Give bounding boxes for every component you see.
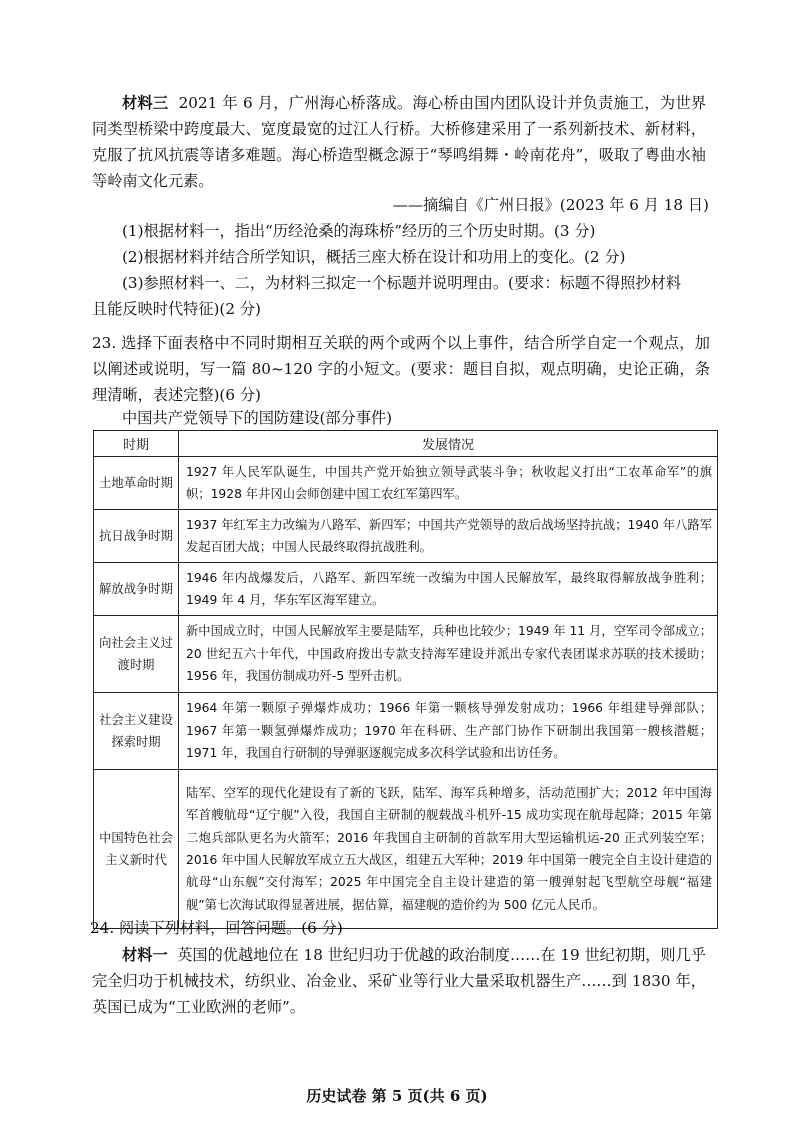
question-22-2: (2)根据材料并结合所学知识，概括三座大桥在设计和功用上的变化。(2 分) [122,248,626,266]
question-23-prompt: 23. 选择下面表格中不同时期相互关联的两个或两个以上事件，结合所学自定一个观点，加以阐述或说明，写一篇 80~120 字的小短文。(要求：题目自拟，观点明确，史论正确，条理清晰，表述完整)(6 分) [92,334,710,404]
material-1-paragraph [92,942,706,1020]
table-caption: 中国共产党领导下的国防建设(部分事件) [122,409,393,427]
row-detail: 1946 年内战爆发后，八路军、新四军统一改编为中国人民解放军，最终取得解放战争胜利；1949 年 4 月，华东军区海军建立。 [179,563,718,616]
table-row [94,693,718,770]
material-3-source: ——摘编自《广州日报》(2023 年 6 月 18 日) [392,196,709,214]
table-row [94,770,718,929]
material-3-text: 2021 年 6 月，广州海心桥落成。海心桥由国内团队设计并负责施工，为世界同类型桥梁中跨度最大、宽度最宽的过江人行桥。大桥修建采用了一系列新技术、新材料，克服了抗风抗震等诸多难题。海心桥造型概念源于“琴鸣绢舞・岭南花舟”，吸取了粤曲水袖等岭南文化元素。 [92,94,707,190]
table-row [94,510,718,563]
row-detail: 1927 年人民军队诞生，中国共产党开始独立领导武装斗争；秋收起义打出“工农革命军”的旗帜；1928 年井冈山会师创建中国工农红军第四军。 [179,457,718,510]
table-header-row [94,431,718,457]
table-row [94,457,718,510]
row-period: 社会主义建设探索时期 [94,693,179,770]
table-row [94,563,718,616]
material-3-lead: 材料三 [122,94,169,112]
page-footer: 历史试卷 第 5 页(共 6 页) [306,1087,488,1105]
question-22-3-continued: 且能反映时代特征)(2 分) [92,300,261,318]
row-period: 向社会主义过渡时期 [94,616,179,693]
material-1-text: 英国的优越地位在 18 世纪归功于优越的政治制度……在 19 世纪初期，则几乎完全归功于机械技术，纺织业、冶金业、采矿业等行业大量采取机器生产……到 1830 年，英国已成为“工业欧洲的老师”。 [92,946,706,1016]
question-22-3: (3)参照材料一、二，为材料三拟定一个标题并说明理由。(要求：标题不得照抄材料 [122,274,682,292]
defense-history-table [93,430,718,929]
row-period: 中国特色社会主义新时代 [94,770,179,929]
material-1-lead: 材料一 [122,946,168,964]
row-detail: 新中国成立时，中国人民解放军主要是陆军，兵种也比较少；1949 年 11 月，空军司令部成立；20 世纪五六十年代，中国政府拨出专款支持海军建设并派出专家代表团谋求苏联的技术援助；1956 年，我国仿制成功歼-5 型歼击机。 [179,616,718,693]
row-detail: 陆军、空军的现代化建设有了新的飞跃，陆军、海军兵种增多，活动范围扩大；2012 年中国海军首艘航母“辽宁舰”入役，我国自主研制的舰载战斗机歼-15 成功实现在航母起降；2015 年第二炮兵部队更名为火箭军；2016 年我国自主研制的首款军用大型运输机运-20 正式列装空军；2016 年中国人民解放军成立五大战区，组建五大军种；2019 年中国第一艘完全自主设计建造的航母“山东舰”交付海军；2025 年中国完全自主设计建造的第一艘弹射起飞型航空母舰“福建舰”第七次海试取得显著进展，据估算，福建舰的造价约为 500 亿元人民币。 [179,770,718,929]
row-detail: 1937 年红军主力改编为八路军、新四军；中国共产党领导的敌后战场坚持抗战；1940 年八路军发起百团大战；中国人民最终取得抗战胜利。 [179,510,718,563]
row-detail: 1964 年第一颗原子弹爆炸成功；1966 年第一颗核导弹发射成功；1966 年组建导弹部队；1967 年第一颗氢弹爆炸成功；1970 年在科研、生产部门协作下研制出我国第一艘核潜艇；1971 年，我国自行研制的导弹驱逐舰完成多次科学试验和出访任务。 [179,693,718,770]
row-period: 解放战争时期 [94,563,179,616]
row-period: 土地革命时期 [94,457,179,510]
table-row [94,616,718,693]
header-period: 时期 [94,431,179,457]
row-period: 抗日战争时期 [94,510,179,563]
question-24-title: 24. 阅读下列材料，回答问题。(6 分) [90,919,343,937]
question-22-1: (1)根据材料一，指出“历经沧桑的海珠桥”经历的三个历史时期。(3 分) [122,222,596,240]
material-3-paragraph [92,90,706,194]
header-development: 发展情况 [179,431,718,457]
